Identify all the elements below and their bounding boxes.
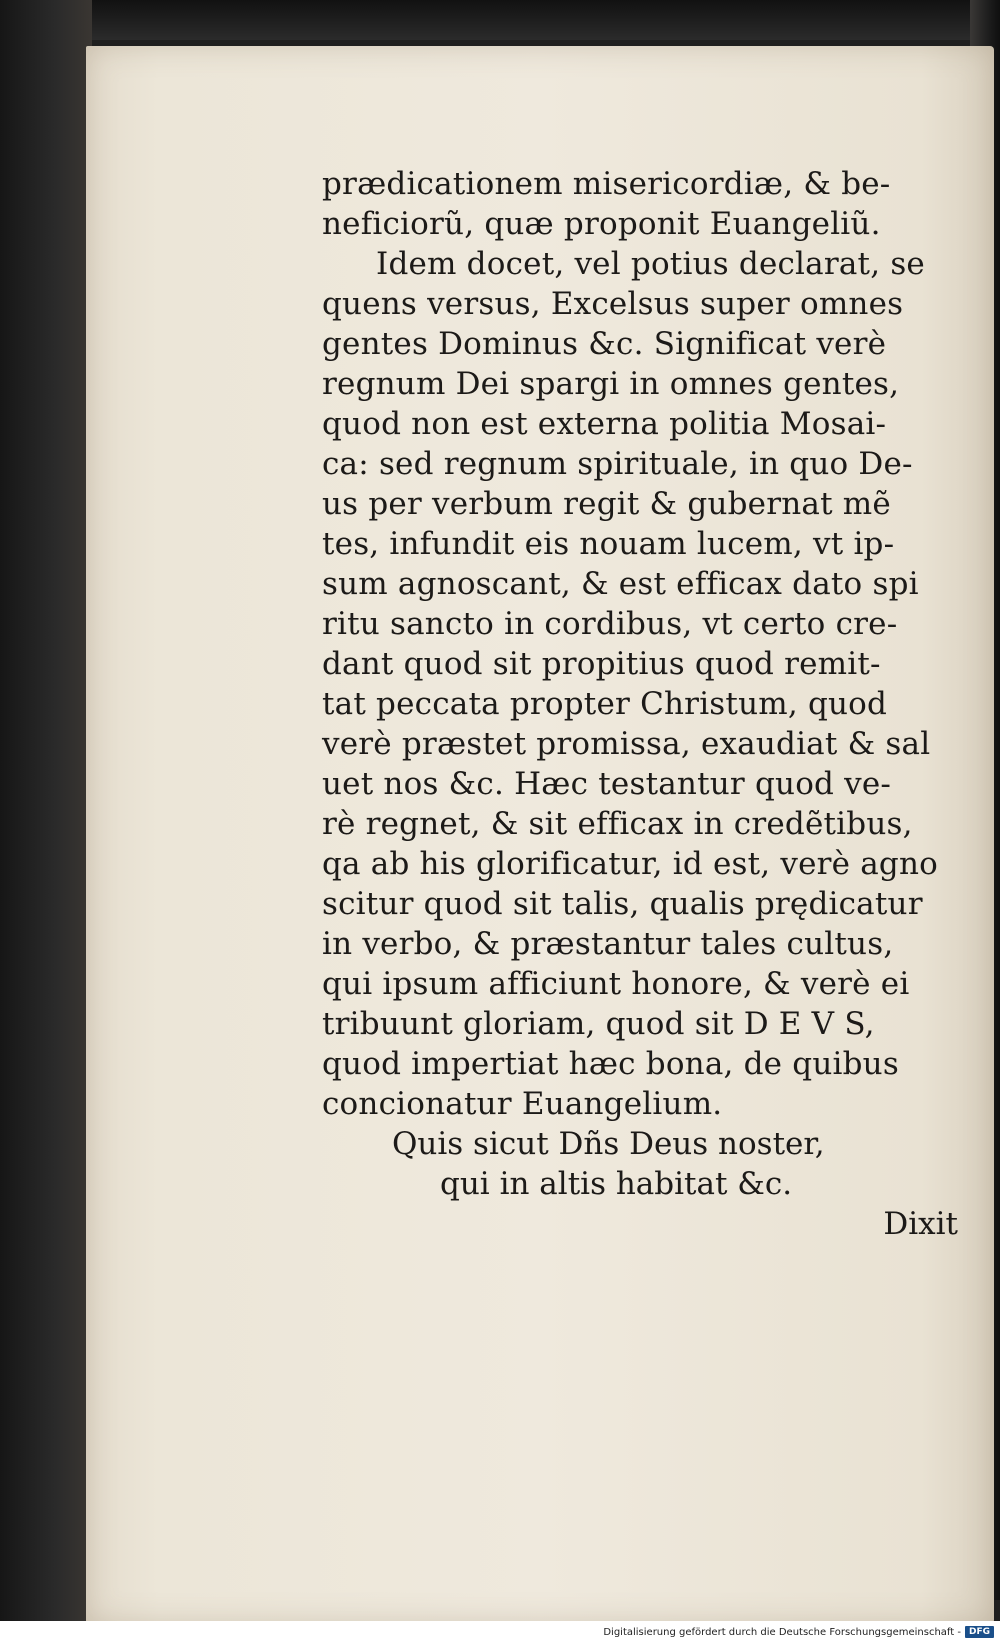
text-line: scitur quod sit talis, qualis prędicatur [322,886,923,922]
text-line: in verbo, & præstantur tales cultus, [322,926,894,962]
book-page [86,46,994,1624]
funding-credit-text: Digitalisierung gefördert durch die Deutsche Forschungsgemeinschaft - [603,1626,961,1638]
text-line: sum agnoscant, & est efficax dato spi [322,566,919,602]
text-line: quod impertiat hæc bona, de quibus [322,1046,899,1082]
catchword: Dixit [883,1206,958,1242]
text-line: us per verbum regit & gubernat mẽ [322,486,891,522]
dfg-logo[interactable]: DFG [965,1626,994,1638]
verse-line-1: Quis sicut Dñs Deus noster, [392,1126,825,1162]
psalm-verse [322,1124,958,1244]
text-line: quens versus, Excelsus super omnes [322,286,904,322]
verse-line-2: qui in altis habitat &c. [440,1166,793,1202]
book-binding-left [0,0,92,1643]
text-line: tes, infundit eis nouam lucem, vt ip- [322,526,895,562]
text-line: concionatur Euangelium. [322,1086,723,1122]
digitization-credit-bar [0,1621,1000,1643]
text-line: qa ab his glorificatur, id est, verè agno [322,846,938,882]
text-line: dant quod sit propitius quod remit- [322,646,881,682]
text-line: prædicationem misericordiæ, & be- [322,166,891,202]
text-line: neficiorũ, quæ proponit Euangeliũ. [322,206,881,242]
text-line: qui ipsum afficiunt honore, & verè ei [322,966,910,1002]
text-line: Idem docet, vel potius declarat, se [376,246,925,282]
text-line: regnum Dei spargi in omnes gentes, [322,366,900,402]
text-line: ca: sed regnum spirituale, in quo De- [322,446,913,482]
text-line: quod non est externa politia Mosai- [322,406,887,442]
body-text [322,164,942,1124]
text-line: ritu sancto in cordibus, vt certo cre- [322,606,898,642]
text-line: gentes Dominus &c. Significat verè [322,326,887,362]
text-line: verè præstet promissa, exaudiat & sal [322,726,931,762]
text-line: tribuunt gloriam, quod sit D E V S, [322,1006,875,1042]
scan-top-edge [0,0,1000,40]
text-line: tat peccata propter Christum, quod [322,686,888,722]
text-area [322,164,958,1244]
text-line: rè regnet, & sit efficax in credẽtibus, [322,806,913,842]
text-line: uet nos &c. Hæc testantur quod ve- [322,766,892,802]
